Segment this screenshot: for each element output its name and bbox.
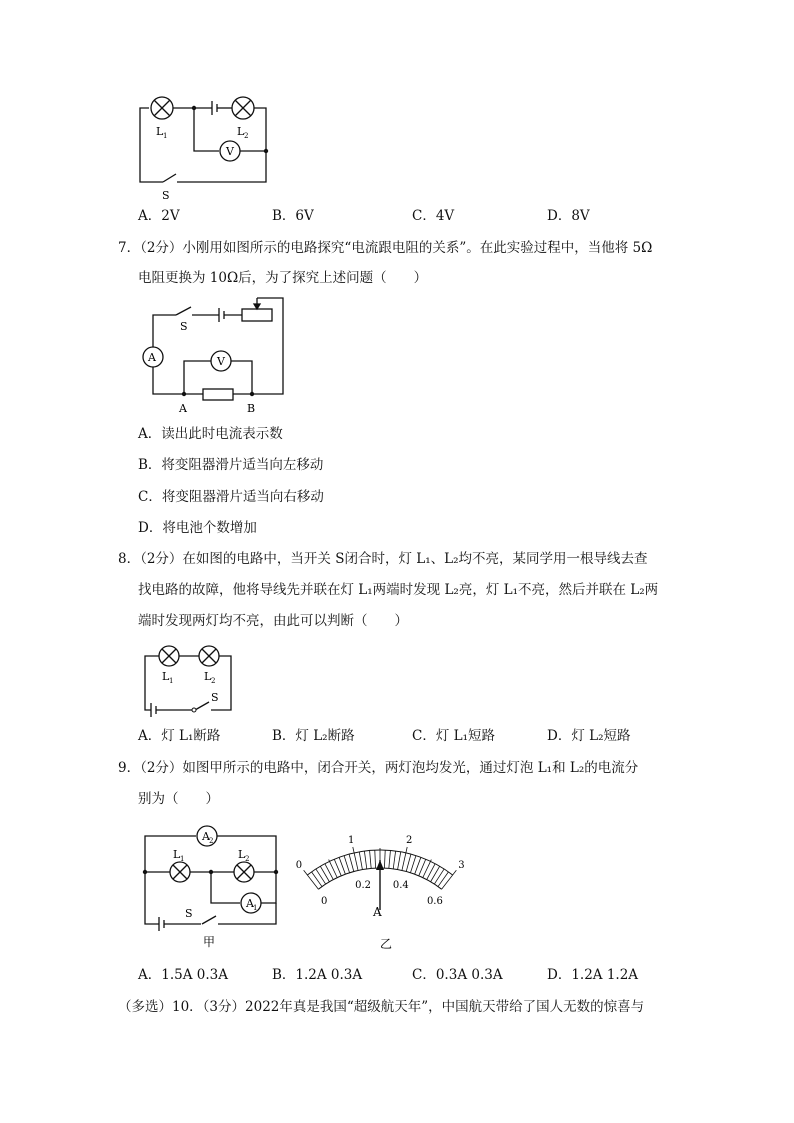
option-text: 1.2A 0.3A (295, 967, 363, 983)
option-letter: C． (412, 728, 436, 744)
meter-outer-tick-label: 0 (295, 859, 303, 871)
option-text: 0.3A 0.3A (435, 967, 503, 983)
option-letter: D． (547, 967, 572, 983)
meter-tick (320, 866, 329, 882)
option-text: 1.2A 1.2A (571, 967, 639, 983)
option-text: 灯 L₂短路 (571, 728, 631, 744)
meter-tick (438, 872, 448, 887)
q9-caption-jia: 甲 (203, 935, 216, 949)
option-text: 灯 L₁短路 (435, 728, 496, 744)
meter-tick (384, 850, 385, 868)
meter-tick (339, 857, 345, 874)
option-letter: C． (412, 967, 436, 983)
q8-label-l2: L (204, 670, 212, 683)
q9-option-d[interactable] (547, 965, 638, 985)
q9-label-a2-sub: 2 (209, 837, 214, 845)
q9-caption-yi: 乙 (380, 937, 393, 951)
option-letter: D． (547, 208, 572, 224)
meter-tick (370, 850, 372, 868)
q10-stem-line-1: （多选）10．（3分）2022年真是我国“超级航天年”，中国航天带给了国人无数的惊喜与 (118, 999, 645, 1015)
q8-stem-line-3: 端时发现两灯均不亮，由此可以判断（ ） (138, 613, 408, 629)
q7-label-ammeter: A (148, 351, 156, 364)
option-text: 读出此时电流表示数 (161, 426, 283, 442)
q8-label-l1: L (162, 670, 170, 683)
meter-tick (406, 854, 411, 871)
option-letter: B． (138, 457, 162, 473)
q6-label-l2: L (237, 125, 245, 138)
option-text: 将变阻器滑片适当向左移动 (161, 457, 324, 473)
option-text: 将电池个数增加 (162, 520, 257, 536)
meter-outer-tick-label: 3 (458, 859, 465, 871)
q7-label-point-a: A (179, 402, 187, 415)
q7-label-voltmeter: V (217, 355, 225, 368)
q6-label-switch: S (162, 189, 170, 202)
q7-stem-line-1: 7．（2分）小刚用如图所示的电路探究“电流跟电阻的关系”。在此实验过程中，当他将 5Ω (118, 240, 653, 256)
option-text: 将变阻器滑片适当向右移动 (161, 489, 324, 505)
meter-tick (375, 850, 376, 868)
q6-label-l1-sub: 1 (163, 132, 168, 140)
meter-tick (434, 869, 444, 884)
q9-meter-unit: A (373, 905, 382, 919)
q8-label-l2-sub: 2 (211, 677, 216, 685)
q7-label-point-b: B (247, 402, 256, 415)
meter-tick (304, 870, 319, 889)
q9-option-c[interactable] (412, 965, 503, 985)
option-letter: D． (547, 728, 572, 744)
q9-label-l2: L (238, 848, 246, 861)
meter-inner-tick-label: 0.6 (426, 896, 443, 908)
q8-label-switch: S (211, 691, 219, 704)
q9-stem-line-1: 9．（2分）如图甲所示的电路中，闭合开关，两灯泡均发光，通过灯泡 L₁和 L₂的电流分 (118, 760, 639, 776)
q9-label-l2-sub: 2 (245, 855, 250, 863)
meter-tick (349, 854, 354, 871)
meter-tick (364, 851, 366, 869)
meter-inner-tick-label: 0 (321, 896, 328, 908)
meter-tick (359, 852, 362, 870)
meter-tick (398, 852, 401, 870)
meter-outer-tick-label: 1 (348, 835, 355, 847)
q8-label-l1-sub: 1 (169, 677, 174, 685)
meter-tick (402, 847, 407, 870)
option-letter: A． (138, 967, 162, 983)
q9-label-a1-sub: 1 (253, 904, 258, 912)
q6-label-l2-sub: 2 (244, 132, 249, 140)
meter-tick (442, 870, 457, 889)
q9-label-l1-sub: 1 (180, 855, 185, 863)
option-letter: C． (412, 208, 436, 224)
q9-label-switch: S (185, 907, 193, 920)
option-letter: A． (138, 426, 162, 442)
q8-stem-line-1: 8．（2分）在如图的电路中，当开关 S闭合时，灯 L₁、L₂均不亮，某同学用一根导线去查 (118, 551, 648, 567)
meter-inner-tick-label: 0.4 (392, 880, 409, 892)
option-letter: C． (138, 489, 162, 505)
option-text: 灯 L₁断路 (161, 728, 221, 744)
option-letter: B． (272, 967, 296, 983)
option-text: 灯 L₂断路 (295, 728, 355, 744)
option-text: 4V (435, 208, 455, 224)
option-text: 8V (571, 208, 590, 224)
option-letter: B． (272, 208, 296, 224)
option-text: 1.5A 0.3A (161, 967, 228, 983)
q9-option-b[interactable] (272, 965, 362, 985)
meter-tick (312, 872, 322, 887)
q6-label-voltmeter: V (226, 145, 234, 158)
meter-tick (431, 866, 440, 882)
meter-tick (316, 869, 326, 884)
meter-tick (415, 857, 421, 874)
meter-tick (410, 856, 415, 873)
option-letter: D． (138, 520, 163, 536)
q7-stem-line-2: 电阻更换为 10Ω后，为了探究上述问题（ ） (138, 270, 428, 286)
meter-inner-tick-label: 0.2 (355, 880, 372, 892)
q9-label-a2: A (202, 830, 210, 843)
q9-label-a1: A (246, 897, 254, 910)
option-letter: A． (138, 728, 162, 744)
meter-tick (393, 851, 395, 869)
q9-stem-line-2: 别为（ ） (138, 791, 219, 807)
q9-option-a[interactable] (138, 965, 228, 985)
option-letter: A． (138, 208, 162, 224)
meter-tick (344, 856, 349, 873)
option-text: 6V (295, 208, 314, 224)
q7-label-switch: S (180, 320, 188, 333)
option-letter: B． (272, 728, 296, 744)
meter-tick (389, 850, 391, 868)
q6-label-l1: L (156, 125, 164, 138)
q8-stem-line-2: 找电路的故障，他将导线先并联在灯 L₁两端时发现 L₂亮，灯 L₁不亮，然后并联在 L₂两 (138, 582, 659, 598)
option-text: 2V (161, 208, 180, 224)
q9-label-l1: L (173, 848, 181, 861)
meter-outer-tick-label: 2 (405, 835, 413, 847)
meter-tick (353, 847, 358, 870)
